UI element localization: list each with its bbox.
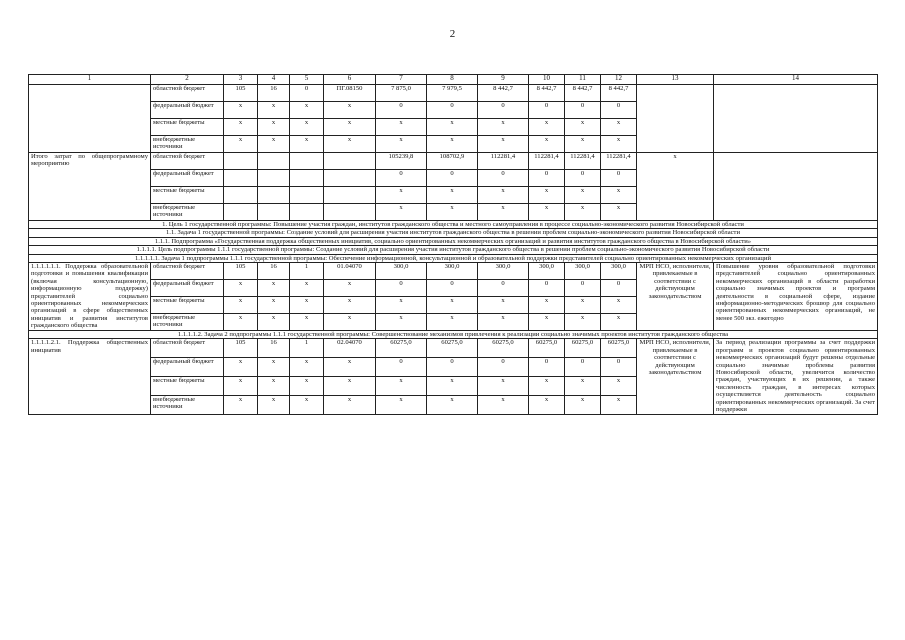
funding-source: областной бюджет [151, 85, 224, 102]
value-cell: x [290, 376, 324, 395]
value-cell: x [529, 376, 565, 395]
executor-cell: x [637, 153, 714, 221]
value-cell: x [529, 136, 565, 153]
value-cell [324, 204, 376, 221]
funding-source: областной бюджет [151, 339, 224, 358]
value-cell: 112281,4 [529, 153, 565, 170]
value-cell: 108702,9 [427, 153, 478, 170]
goal-row [29, 221, 878, 229]
value-cell: 16 [258, 263, 290, 280]
value-cell: x [601, 187, 637, 204]
table-row [29, 153, 878, 170]
value-cell: x [478, 187, 529, 204]
value-cell: 105239,8 [376, 153, 427, 170]
column-number: 4 [258, 75, 290, 85]
value-cell: x [324, 102, 376, 119]
value-cell: x [258, 395, 290, 414]
value-cell: 0 [376, 170, 427, 187]
value-cell: x [224, 119, 258, 136]
value-cell: 0 [529, 358, 565, 377]
value-cell: x [258, 119, 290, 136]
value-cell: 0 [427, 102, 478, 119]
column-number: 6 [324, 75, 376, 85]
funding-source: федеральный бюджет [151, 170, 224, 187]
value-cell: x [290, 358, 324, 377]
value-cell: 105 [224, 85, 258, 102]
value-cell: x [478, 395, 529, 414]
value-cell: 0 [427, 170, 478, 187]
value-cell: x [224, 280, 258, 297]
activity-name: 1.1.1.1.2.1. Поддержка общественных инициатив [29, 339, 151, 414]
funding-source: федеральный бюджет [151, 280, 224, 297]
value-cell: x [258, 297, 290, 314]
value-cell: x [290, 314, 324, 331]
value-cell: x [601, 119, 637, 136]
value-cell: 112281,4 [565, 153, 601, 170]
table-row [29, 339, 878, 358]
value-cell: x [427, 119, 478, 136]
value-cell: 1 [290, 263, 324, 280]
funding-source: внебюджетные источники [151, 136, 224, 153]
value-cell: x [478, 376, 529, 395]
value-cell: x [478, 297, 529, 314]
result-cell: Повышение уровня образовательной подготовки представителей социально ориентированных некоммерческих организаций в области разработки социально значимых проектов и программ деятельности в социальной сфере, издание информационно-методических брошюр для социально ориентированных некоммерческих организаций, не менее 500 экз. ежегодно [714, 263, 878, 331]
subtask-row-text: 1.1.1.1.1. Задача 1 подпрограммы 1.1.1 государственной программы: Обеспечение информационной, консультационной и образовательной поддержки представителей социально ориентированных некоммерческих организаций [29, 254, 878, 262]
value-cell [224, 170, 258, 187]
value-cell: x [529, 204, 565, 221]
column-number: 8 [427, 75, 478, 85]
funding-source: внебюджетные источники [151, 204, 224, 221]
funding-source: областной бюджет [151, 263, 224, 280]
value-cell: ПГ.08150 [324, 85, 376, 102]
value-cell: 0 [427, 358, 478, 377]
value-cell: 105 [224, 339, 258, 358]
value-cell: x [601, 204, 637, 221]
funding-source: федеральный бюджет [151, 358, 224, 377]
value-cell: 60275,0 [427, 339, 478, 358]
value-cell: x [324, 314, 376, 331]
value-cell: x [427, 204, 478, 221]
value-cell: 112281,4 [601, 153, 637, 170]
column-number: 14 [714, 75, 878, 85]
funding-source: внебюджетные источники [151, 395, 224, 414]
value-cell: 0 [529, 102, 565, 119]
value-cell: 0 [565, 102, 601, 119]
value-cell: 02.04070 [324, 339, 376, 358]
value-cell: x [376, 314, 427, 331]
executor-cell [637, 85, 714, 153]
value-cell: 0 [376, 102, 427, 119]
table-row [29, 263, 878, 280]
column-number: 7 [376, 75, 427, 85]
value-cell: 105 [224, 263, 258, 280]
value-cell: x [324, 395, 376, 414]
value-cell: 7 979,5 [427, 85, 478, 102]
value-cell: x [324, 376, 376, 395]
value-cell [324, 153, 376, 170]
result-cell: За период реализации программы за счет поддержки программ и проектов социально ориентированных некоммерческих организаций будут решены отдельные социально значимые проблемы развития Новосибирской области, увеличится количество граждан, участвующих в их решении, а также численность граждан, в интересах которых осуществляется деятельность социально ориентированных некоммерческих организаций. За счет поддержки [714, 339, 878, 414]
value-cell: x [258, 136, 290, 153]
column-number: 12 [601, 75, 637, 85]
subprogram-row-text: 1.1.1. Подпрограмма «Государственная поддержка общественных инициатив, социально ориентированных некоммерческих организаций и развития институтов гражданского общества в Новосибирской области» [29, 237, 878, 245]
executor-cell: МРП НСО, исполнители, привлекаемые в соответствии с действующим законодательством [637, 339, 714, 414]
value-cell: 8 442,7 [529, 85, 565, 102]
total-label: Итого затрат по общепрограммному мероприятию [29, 153, 151, 221]
value-cell: x [258, 314, 290, 331]
value-cell: x [529, 314, 565, 331]
value-cell: x [478, 119, 529, 136]
value-cell: x [565, 314, 601, 331]
value-cell: x [258, 358, 290, 377]
subtask-row [29, 331, 878, 339]
column-number: 5 [290, 75, 324, 85]
value-cell: x [427, 187, 478, 204]
value-cell: 60275,0 [601, 339, 637, 358]
value-cell: 60275,0 [376, 339, 427, 358]
value-cell: x [376, 297, 427, 314]
task-row-text: 1.1. Задача 1 государственной программы: Создание условий для расширения участия институтов гражданского общества в решении проблем социально-экономического развития Новосибирской области [29, 229, 878, 237]
value-cell [224, 204, 258, 221]
value-cell: 300,0 [529, 263, 565, 280]
subtask-row [29, 254, 878, 262]
value-cell: x [529, 119, 565, 136]
funding-source: федеральный бюджет [151, 102, 224, 119]
value-cell [290, 170, 324, 187]
activity-name [29, 85, 151, 153]
value-cell: 112281,4 [478, 153, 529, 170]
value-cell: x [290, 280, 324, 297]
funding-source: местные бюджеты [151, 376, 224, 395]
value-cell [258, 187, 290, 204]
value-cell: 8 442,7 [601, 85, 637, 102]
value-cell: 300,0 [478, 263, 529, 280]
value-cell: x [565, 187, 601, 204]
value-cell: x [601, 314, 637, 331]
value-cell: 60275,0 [529, 339, 565, 358]
value-cell: x [258, 376, 290, 395]
value-cell: 300,0 [565, 263, 601, 280]
value-cell: 0 [565, 170, 601, 187]
value-cell: x [601, 136, 637, 153]
value-cell: x [565, 297, 601, 314]
column-number: 1 [29, 75, 151, 85]
value-cell: x [565, 136, 601, 153]
value-cell: 0 [565, 358, 601, 377]
value-cell [258, 204, 290, 221]
value-cell [290, 187, 324, 204]
value-cell: 8 442,7 [478, 85, 529, 102]
value-cell: x [224, 136, 258, 153]
value-cell: 1 [290, 339, 324, 358]
value-cell: x [529, 297, 565, 314]
value-cell: 300,0 [376, 263, 427, 280]
value-cell: 16 [258, 85, 290, 102]
value-cell: 01.04070 [324, 263, 376, 280]
value-cell: x [290, 297, 324, 314]
column-number: 13 [637, 75, 714, 85]
value-cell [290, 153, 324, 170]
value-cell: x [376, 136, 427, 153]
subgoal-row-text: 1.1.1.1. Цель подпрограммы 1.1.1 государственной программы: Создание условий для расширения участия институтов гражданского общества в решении проблем социально-экономического развития Новосибирской области [29, 246, 878, 254]
activity-name: 1.1.1.1.1.1. Поддержка образовательной подготовки и повышения квалификации (включая консультационную, информационную поддержку) представителей социально ориентированных некоммерческих организаций в сфере общественных инициатив и развития институтов гражданского общества [29, 263, 151, 331]
value-cell: x [565, 376, 601, 395]
value-cell: x [376, 187, 427, 204]
value-cell: x [258, 280, 290, 297]
value-cell: x [427, 136, 478, 153]
value-cell: 0 [601, 102, 637, 119]
value-cell: 0 [376, 280, 427, 297]
value-cell: 0 [478, 102, 529, 119]
task-row [29, 229, 878, 237]
value-cell: x [565, 395, 601, 414]
value-cell: x [565, 119, 601, 136]
value-cell: x [601, 297, 637, 314]
value-cell: x [529, 187, 565, 204]
value-cell: x [376, 395, 427, 414]
result-cell [714, 85, 878, 153]
value-cell: 0 [529, 170, 565, 187]
value-cell: x [290, 119, 324, 136]
header-row [29, 75, 878, 85]
value-cell: x [290, 136, 324, 153]
value-cell [224, 187, 258, 204]
value-cell: x [258, 102, 290, 119]
goal-row-text: 1. Цель 1 государственной программы: Повышение участия граждан, институтов гражданского общества и местного самоуправления в процессе социально-экономического развития Новосибирской области [29, 221, 878, 229]
value-cell: 0 [601, 170, 637, 187]
value-cell: x [290, 395, 324, 414]
page-number: 2 [449, 28, 456, 40]
value-cell: 0 [478, 280, 529, 297]
subgoal-row [29, 246, 878, 254]
value-cell: x [224, 102, 258, 119]
value-cell: x [224, 358, 258, 377]
value-cell: 0 [376, 358, 427, 377]
value-cell [324, 187, 376, 204]
value-cell: x [290, 102, 324, 119]
value-cell: x [478, 136, 529, 153]
value-cell: x [224, 376, 258, 395]
value-cell: 7 875,0 [376, 85, 427, 102]
value-cell: x [376, 204, 427, 221]
value-cell: 0 [427, 280, 478, 297]
value-cell: x [224, 297, 258, 314]
value-cell: x [324, 136, 376, 153]
value-cell [224, 153, 258, 170]
column-number: 11 [565, 75, 601, 85]
value-cell: 60275,0 [565, 339, 601, 358]
value-cell: x [427, 376, 478, 395]
value-cell: x [376, 376, 427, 395]
value-cell: 300,0 [601, 263, 637, 280]
table-body [29, 75, 878, 415]
value-cell [290, 204, 324, 221]
value-cell [258, 170, 290, 187]
value-cell: 300,0 [427, 263, 478, 280]
subprogram-row [29, 237, 878, 245]
program-table [28, 74, 878, 415]
funding-source: местные бюджеты [151, 119, 224, 136]
value-cell: x [376, 119, 427, 136]
value-cell: x [324, 280, 376, 297]
value-cell: x [224, 395, 258, 414]
executor-cell: МРП НСО, исполнители, привлекаемые в соответствии с действующим законодательством [637, 263, 714, 331]
value-cell: x [324, 358, 376, 377]
value-cell: x [427, 314, 478, 331]
subtask-row-text: 1.1.1.1.2. Задача 2 подпрограммы 1.1.1 государственной программы: Совершенствование механизмов привлечения к реализации социально значимых проектов институтов гражданского общества [29, 331, 878, 339]
value-cell: x [427, 395, 478, 414]
value-cell: 8 442,7 [565, 85, 601, 102]
column-number: 2 [151, 75, 224, 85]
table-row [29, 85, 878, 102]
value-cell: x [478, 204, 529, 221]
value-cell: x [427, 297, 478, 314]
value-cell: x [565, 204, 601, 221]
column-number: 10 [529, 75, 565, 85]
value-cell [258, 153, 290, 170]
value-cell: x [324, 119, 376, 136]
value-cell: 0 [478, 358, 529, 377]
value-cell: x [529, 395, 565, 414]
value-cell: 16 [258, 339, 290, 358]
result-cell [714, 153, 878, 221]
funding-source: местные бюджеты [151, 187, 224, 204]
funding-source: областной бюджет [151, 153, 224, 170]
value-cell: 0 [478, 170, 529, 187]
funding-source: местные бюджеты [151, 297, 224, 314]
value-cell: x [601, 376, 637, 395]
value-cell: 0 [290, 85, 324, 102]
value-cell: 0 [565, 280, 601, 297]
value-cell: 60275,0 [478, 339, 529, 358]
funding-source: внебюджетные источники [151, 314, 224, 331]
value-cell: x [224, 314, 258, 331]
value-cell: 0 [601, 358, 637, 377]
value-cell: x [324, 297, 376, 314]
value-cell: 0 [529, 280, 565, 297]
column-number: 3 [224, 75, 258, 85]
value-cell: 0 [601, 280, 637, 297]
value-cell: x [478, 314, 529, 331]
value-cell: x [601, 395, 637, 414]
value-cell [324, 170, 376, 187]
column-number: 9 [478, 75, 529, 85]
